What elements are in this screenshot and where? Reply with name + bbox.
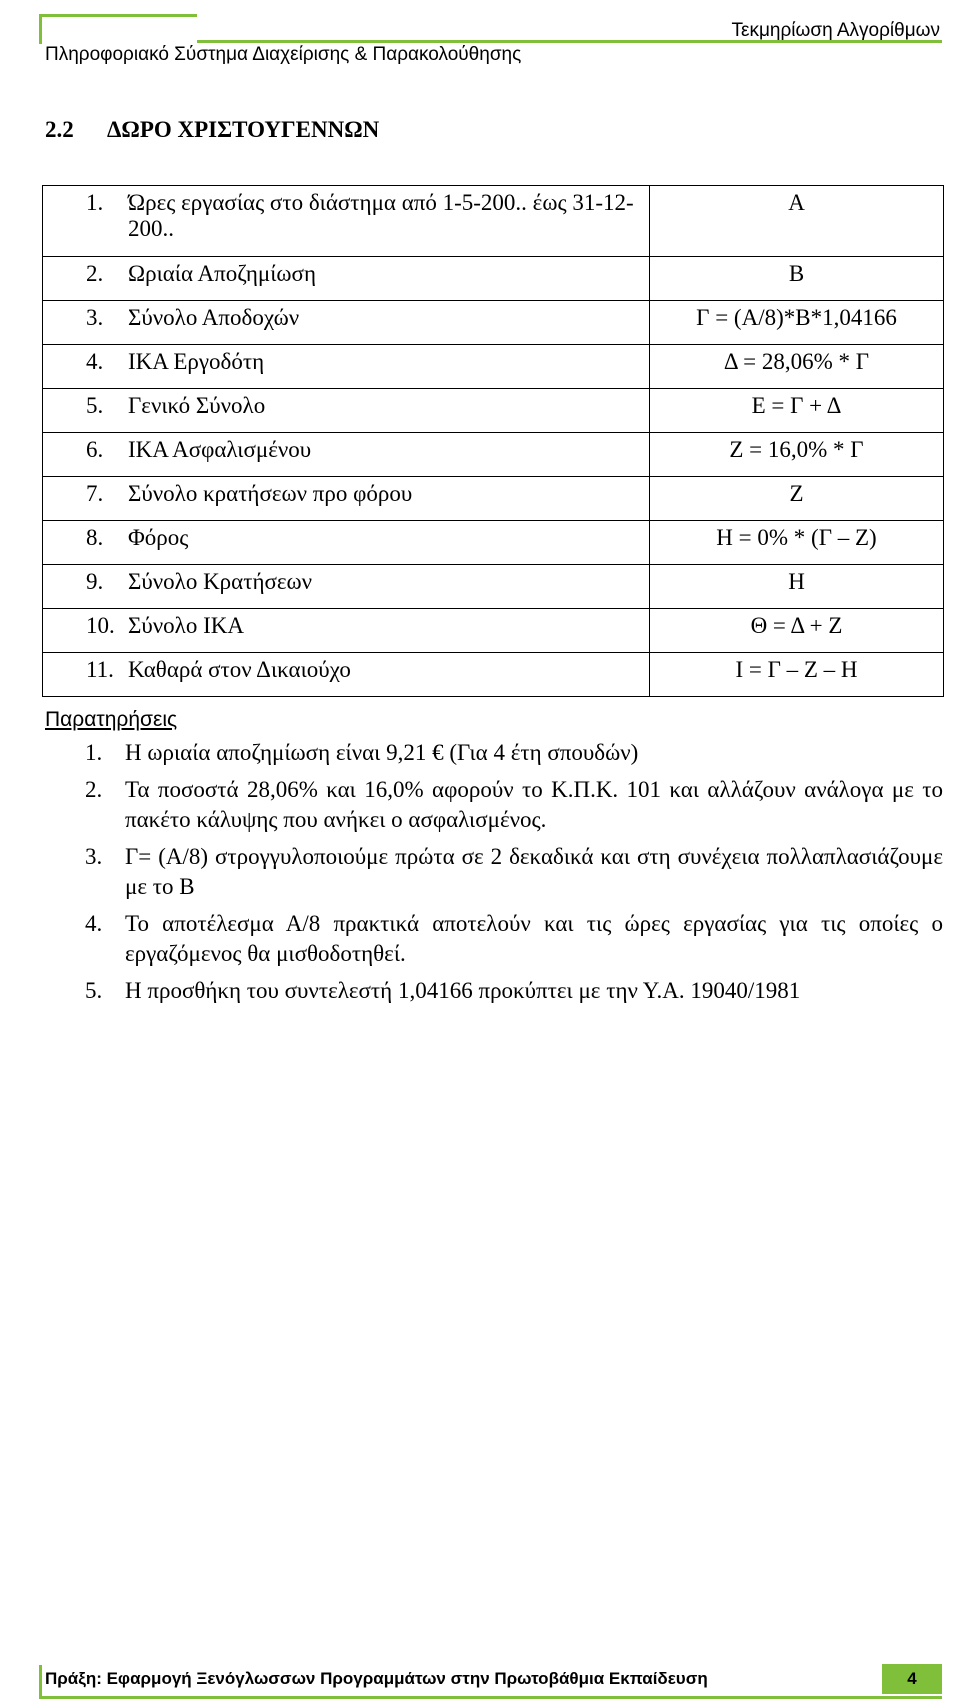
- row-label-cell: [43, 257, 650, 301]
- row-label-cell: [43, 565, 650, 609]
- row-number: 6.: [86, 437, 104, 462]
- row-formula: Γ = (Α/8)*Β*1,04166: [650, 301, 944, 345]
- section-number: 2.2: [45, 117, 74, 142]
- row-label: Σύνολο Αποδοχών: [128, 305, 300, 330]
- row-label-cell: [43, 433, 650, 477]
- row-formula: Ε = Γ + Δ: [650, 389, 944, 433]
- row-label: Σύνολο κρατήσεων προ φόρου: [128, 481, 413, 506]
- row-label-cell: [43, 345, 650, 389]
- row-formula: Ζ = 16,0% * Γ: [650, 433, 944, 477]
- note-item: [85, 842, 943, 902]
- note-text: Η ωριαία αποζημίωση είναι 9,21 € (Για 4 έτη σπουδών): [125, 740, 639, 765]
- note-number: 2.: [85, 777, 103, 802]
- note-number: 3.: [85, 844, 103, 869]
- row-label: Ώρες εργασίας στο διάστημα από 1-5-200.. έως 31-12-200..: [128, 190, 634, 241]
- formula-table: [42, 185, 944, 697]
- row-label-cell: [43, 653, 650, 697]
- page-number: 4: [882, 1664, 942, 1694]
- table-row: [43, 477, 944, 521]
- section-heading: [45, 117, 379, 143]
- footer-text: Πράξη: Εφαρμογή Ξενόγλωσσων Προγραμμάτων στην Πρωτοβάθμια Εκπαίδευση: [45, 1669, 708, 1688]
- table-row: [43, 565, 944, 609]
- note-item: [85, 775, 943, 835]
- row-formula: Α: [650, 186, 944, 257]
- section-title: ΔΩΡΟ ΧΡΙΣΤΟΥΓΕΝΝΩΝ: [107, 117, 380, 142]
- row-formula: Η: [650, 565, 944, 609]
- row-label: Καθαρά στον Δικαιούχο: [128, 657, 351, 682]
- row-formula: Η = 0% * (Γ – Ζ): [650, 521, 944, 565]
- row-label-cell: [43, 521, 650, 565]
- row-label-cell: [43, 609, 650, 653]
- header-accent-top: [39, 14, 197, 17]
- row-number: 10.: [86, 613, 115, 638]
- row-label: ΙΚΑ Ασφαλισμένου: [128, 437, 312, 462]
- row-label-cell: [43, 477, 650, 521]
- table-row: [43, 301, 944, 345]
- row-number: 7.: [86, 481, 104, 506]
- row-formula: Ζ: [650, 477, 944, 521]
- note-number: 1.: [85, 740, 103, 765]
- note-text: Η προσθήκη του συντελεστή 1,04166 προκύπτει με την Υ.Α. 19040/1981: [125, 978, 801, 1003]
- table-row: [43, 257, 944, 301]
- table-row: [43, 609, 944, 653]
- row-number: 8.: [86, 525, 104, 550]
- row-label: Σύνολο Κρατήσεων: [128, 569, 313, 594]
- note-number: 4.: [85, 911, 103, 936]
- note-number: 5.: [85, 978, 103, 1003]
- table-row: [43, 653, 944, 697]
- row-label-cell: [43, 186, 650, 257]
- notes-title: Παρατηρήσεις: [45, 708, 178, 731]
- row-formula: Β: [650, 257, 944, 301]
- footer-rule: [39, 1696, 942, 1699]
- table-row: [43, 433, 944, 477]
- header-accent-bar: [39, 14, 42, 44]
- table-row: [43, 345, 944, 389]
- note-item: [85, 738, 943, 768]
- row-label: Ωριαία Αποζημίωση: [128, 261, 316, 286]
- table-row: [43, 186, 944, 257]
- note-item: [85, 909, 943, 969]
- table-row: [43, 521, 944, 565]
- row-number: 1.: [86, 190, 104, 215]
- row-number: 4.: [86, 349, 104, 374]
- row-label: Σύνολο ΙΚΑ: [128, 613, 244, 638]
- row-number: 9.: [86, 569, 104, 594]
- notes-list: [85, 738, 943, 1013]
- row-formula: Ι = Γ – Ζ – Η: [650, 653, 944, 697]
- row-formula: Θ = Δ + Ζ: [650, 609, 944, 653]
- row-formula: Δ = 28,06% * Γ: [650, 345, 944, 389]
- row-label: ΙΚΑ Εργοδότη: [128, 349, 265, 374]
- row-number: 11.: [86, 657, 114, 682]
- note-item: [85, 976, 943, 1006]
- table-row: [43, 389, 944, 433]
- footer-accent-bar: [39, 1665, 42, 1699]
- row-number: 5.: [86, 393, 104, 418]
- note-text: Τα ποσοστά 28,06% και 16,0% αφορούν το Κ.Π.Κ. 101 και αλλάζουν ανάλογα με το πακέτο κάλυψης που ανήκει ο ασφαλισμένος.: [125, 777, 943, 832]
- header-doc-title: Τεκμηρίωση Αλγορίθμων: [731, 20, 940, 41]
- row-number: 2.: [86, 261, 104, 286]
- note-text: Το αποτέλεσμα Α/8 πρακτικά αποτελούν και τις ώρες εργασίας για τις οποίες ο εργαζόμενος θα μισθοδοτηθεί.: [125, 911, 943, 966]
- row-number: 3.: [86, 305, 104, 330]
- row-label: Φόρος: [128, 525, 189, 550]
- header-system-title: Πληροφοριακό Σύστημα Διαχείρισης & Παρακολούθησης: [45, 44, 522, 65]
- row-label: Γενικό Σύνολο: [128, 393, 266, 418]
- note-text: Γ= (Α/8) στρογγυλοποιούμε πρώτα σε 2 δεκαδικά και στη συνέχεια πολλαπλασιάζουμε με το Β: [125, 844, 943, 899]
- row-label-cell: [43, 301, 650, 345]
- row-label-cell: [43, 389, 650, 433]
